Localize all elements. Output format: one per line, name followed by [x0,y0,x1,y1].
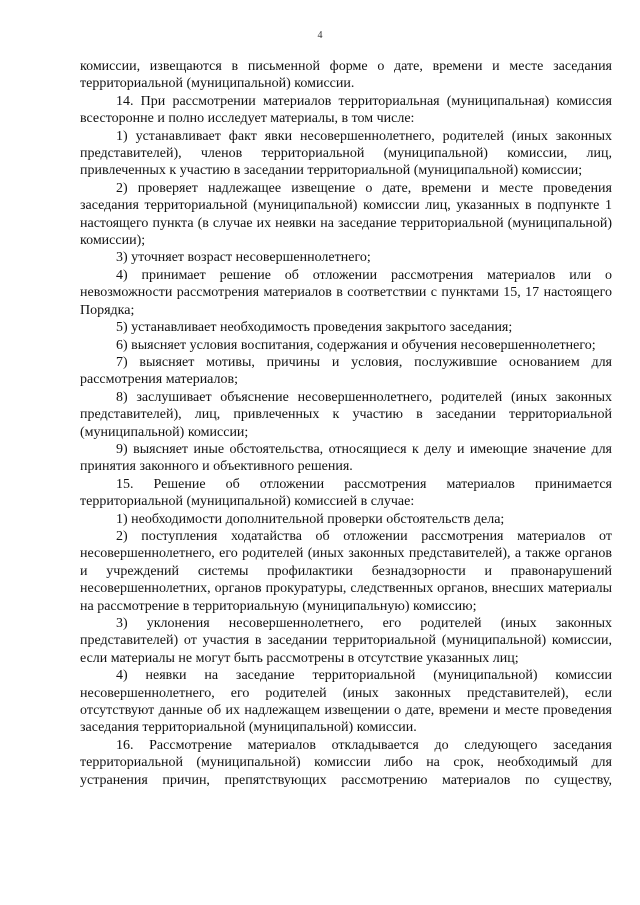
paragraph-continuation: комиссии, извещаются в письменной форме о дате, времени и месте заседания территориальной (муниципальной) комиссии. [80,59,612,92]
paragraph-14-9: 9) выясняет иные обстоятельства, относящиеся к делу и имеющие значение для принятия законного и объективного решения. [80,441,612,475]
paragraph-14-5: 5) устанавливает необходимость проведения закрытого заседания; [116,320,513,336]
page-number: 4 [317,30,323,41]
paragraph-14-1: 1) устанавливает факт явки несовершеннолетнего, родителей (иных законных представителей), членов территориальной (муниципальной) комиссии, лиц, привлеченных к участию в заседании территориальной (муниципальной) комиссии; [80,128,612,179]
paragraph-item-14: 14. При рассмотрении материалов территориальная (муниципальная) комиссия всесторонне и полно исследует материалы, в том числе: [80,93,612,127]
paragraph-15-1: 1) необходимости дополнительной проверки обстоятельств дела; [116,511,505,527]
paragraph-15-4: 4) неявки на заседание территориальной (муниципальной) комиссии несовершеннолетнего, его родителей (иных законных представителей), если отсутствуют данные об их надлежащем извещении о дате, времени и месте проведения заседания территориальной (муниципальной) комиссии. [80,668,612,736]
document-body [80,58,612,789]
paragraph-item-16: 16. Рассмотрение материалов откладывается до следующего заседания территориальной (муниципальной) комиссии либо на срок, необходимый для устранения причин, препятствующих рассмотрению материалов по существу, [80,737,612,788]
paragraph-14-3: 3) уточняет возраст несовершеннолетнего; [116,250,371,266]
paragraph-item-15: 15. Решение об отложении рассмотрения материалов принимается территориальной (муниципальной) комиссией в случае: [80,476,612,510]
paragraph-14-7: 7) выясняет мотивы, причины и условия, послужившие основанием для рассмотрения материалов; [80,354,612,388]
paragraph-15-3: 3) уклонения несовершеннолетнего, его родителей (иных законных представителей) от участия в заседании территориальной (муниципальной) комиссии, если материалы не могут быть рассмотрены в отсутствие указанных лиц; [80,616,612,666]
paragraph-14-2: 2) проверяет надлежащее извещение о дате, времени и месте проведения заседания территориальной (муниципальной) комиссии лиц, указанных в подпункте 1 настоящего пункта (в случае их неявки на заседание территориальной (муниципальной) комиссии); [80,180,612,249]
paragraph-14-4: 4) принимает решение об отложении рассмотрения материалов или о невозможности рассмотрения материалов в соответствии с пунктами 15, 17 настоящего Порядка; [80,267,612,318]
paragraph-15-2: 2) поступления ходатайства об отложении рассмотрения материалов от несовершеннолетнего, его родителей (иных законных представителей), а также органов и учреждений системы профилактики безнадзорности и правонарушений несовершеннолетних, органов прокуратуры, следственных органов, внесших материалы на рассмотрение в территориальную (муниципальную) комиссию; [80,528,612,614]
paragraph-14-8: 8) заслушивает объяснение несовершеннолетнего, родителей (иных законных представителей), лиц, привлеченных к участию в заседании территориальной (муниципальной) комиссии; [80,389,612,440]
paragraph-14-6: 6) выясняет условия воспитания, содержания и обучения несовершеннолетнего; [116,337,596,353]
